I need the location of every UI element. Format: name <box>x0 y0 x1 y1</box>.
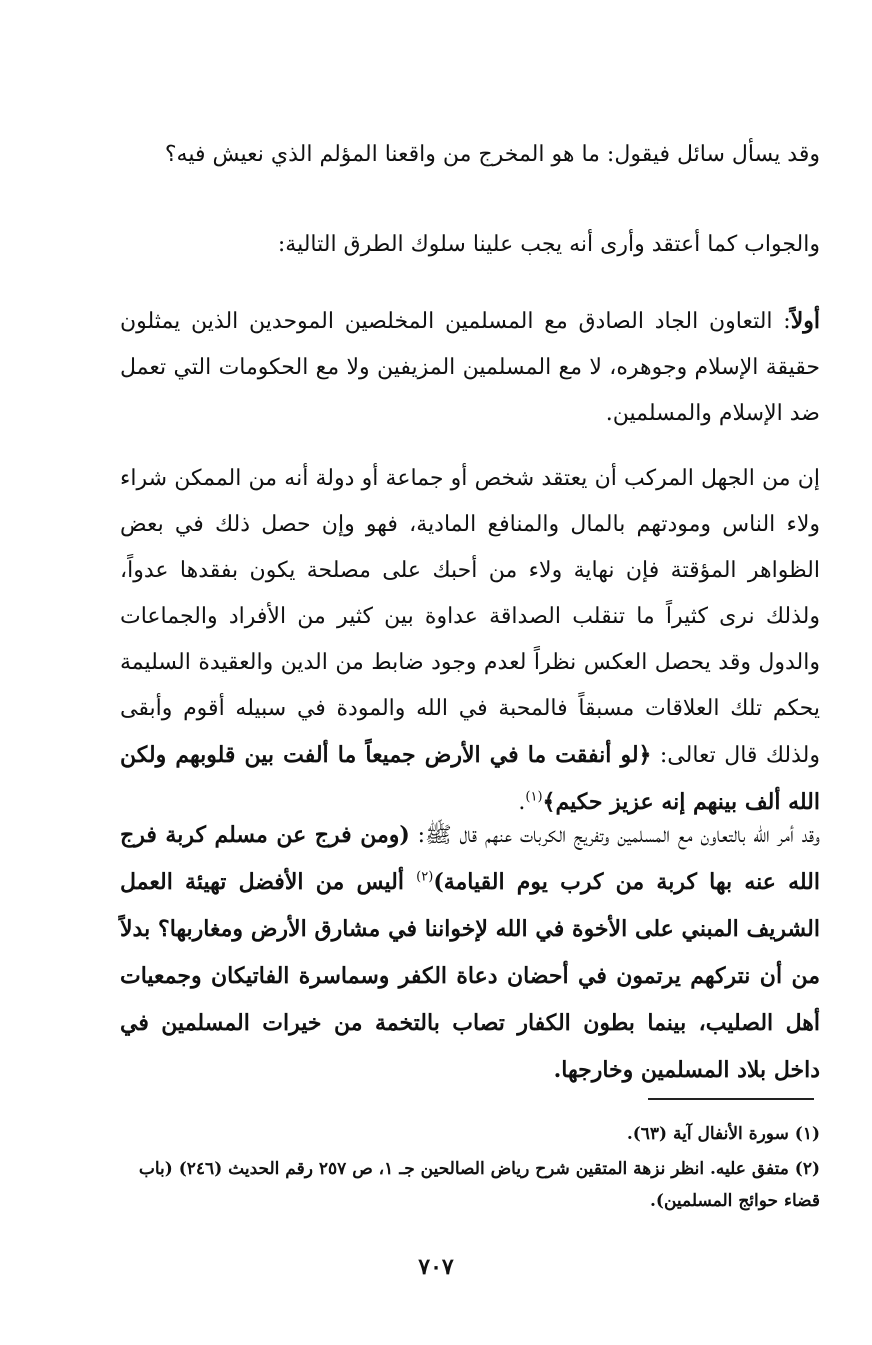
first-point-text: : التعاون الجاد الصادق مع المسلمين المخلصين الموحدين الذين يمثلون حقيقة الإسلام وجوهره، لا مع المسلمين المزيفين ولا مع الحكومات التي تعمل ضد الإسلام والمسلمين. <box>120 309 820 426</box>
paragraph-first-point <box>120 298 820 437</box>
first-point-lead: أولاً <box>790 308 820 334</box>
footnote-1: (١) سورة الأنفال آية (٦٣). <box>626 1124 820 1144</box>
paragraph-answer-intro <box>120 222 820 268</box>
paragraph-answer-intro-text: والجواب كما أعتقد وأرى أنه يجب علينا سلوك الطرق التالية: <box>277 232 820 257</box>
hadith-quote: (ومن فرج عن مسلم كربة فرج الله عنه بها كربة من كرب يوم القيامة) <box>120 822 820 895</box>
ignorance-end: . <box>518 790 526 815</box>
paragraph-ignorance <box>120 456 820 826</box>
cooperation-rest: أليس من الأفضل تهيئة العمل الشريف المبني على الأخوة في الله لإخواننا في مشارق الأرض ومغاربها؟ بدلاً من أن نتركهم يرتمون في أحضان دعاة الكفر وسماسرة الفاتيكان وجمعيات أهل الصليب، بينما بطون الكفار تصاب بالتخمة من خيرات المسلمين في داخل بلاد المسلمين وخارجها. <box>120 869 820 1083</box>
ignorance-text: إن من الجهل المركب أن يعتقد شخص أو جماعة أو دولة أنه من الممكن شراء ولاء الناس ومودتهم بالمال والمنافع المادية، فهو وإن حصل ذلك في بعض الظواهر المؤقتة فإن نهاية ولاء من أحبك على مصلحة يكون بفقدها عدواً، ولذلك نرى كثيراً ما تنقلب الصداقة عداوة بين كثير من الأفراد والجماعات والدول وقد يحصل العكس نظراً لعدم وجود ضابط من الدين والعقيدة السليمة يحكم تلك العلاقات مسبقاً فالمحبة في الله والمودة في سبيله أقوم وأبقى ولذلك قال تعالى: <box>120 466 820 768</box>
footnote-ref-1: (١) <box>525 789 543 805</box>
paragraph-cooperation <box>120 812 820 1094</box>
page-number: ٧٠٧ <box>418 1254 454 1280</box>
footnote-2: (٢) متفق عليه. انظر نزهة المتقين شرح رياض الصالحين جـ ١، ص ٢٥٧ رقم الحديث (٢٤٦) (باب قضاء حوائج المسلمين). <box>138 1159 820 1211</box>
paragraph-question-text: وقد يسأل سائل فيقول: ما هو المخرج من واقعنا المؤلم الذي نعيش فيه؟ <box>164 142 820 167</box>
quran-quote: ﴿لو أنفقت ما في الأرض جميعاً ما ألفت بين قلوبهم ولكن الله ألف بينهم إنه عزيز حكيم﴾ <box>120 742 820 815</box>
paragraph-question <box>120 132 820 178</box>
footnotes-section <box>118 1118 820 1220</box>
footnote-ref-2: (٢) <box>416 869 434 885</box>
footnote-divider <box>648 1098 814 1100</box>
cooperation-intro: وقد أمر الله بالتعاون مع المسلمين وتفريج الكربات عنهم قال ﷺ: <box>409 823 821 848</box>
